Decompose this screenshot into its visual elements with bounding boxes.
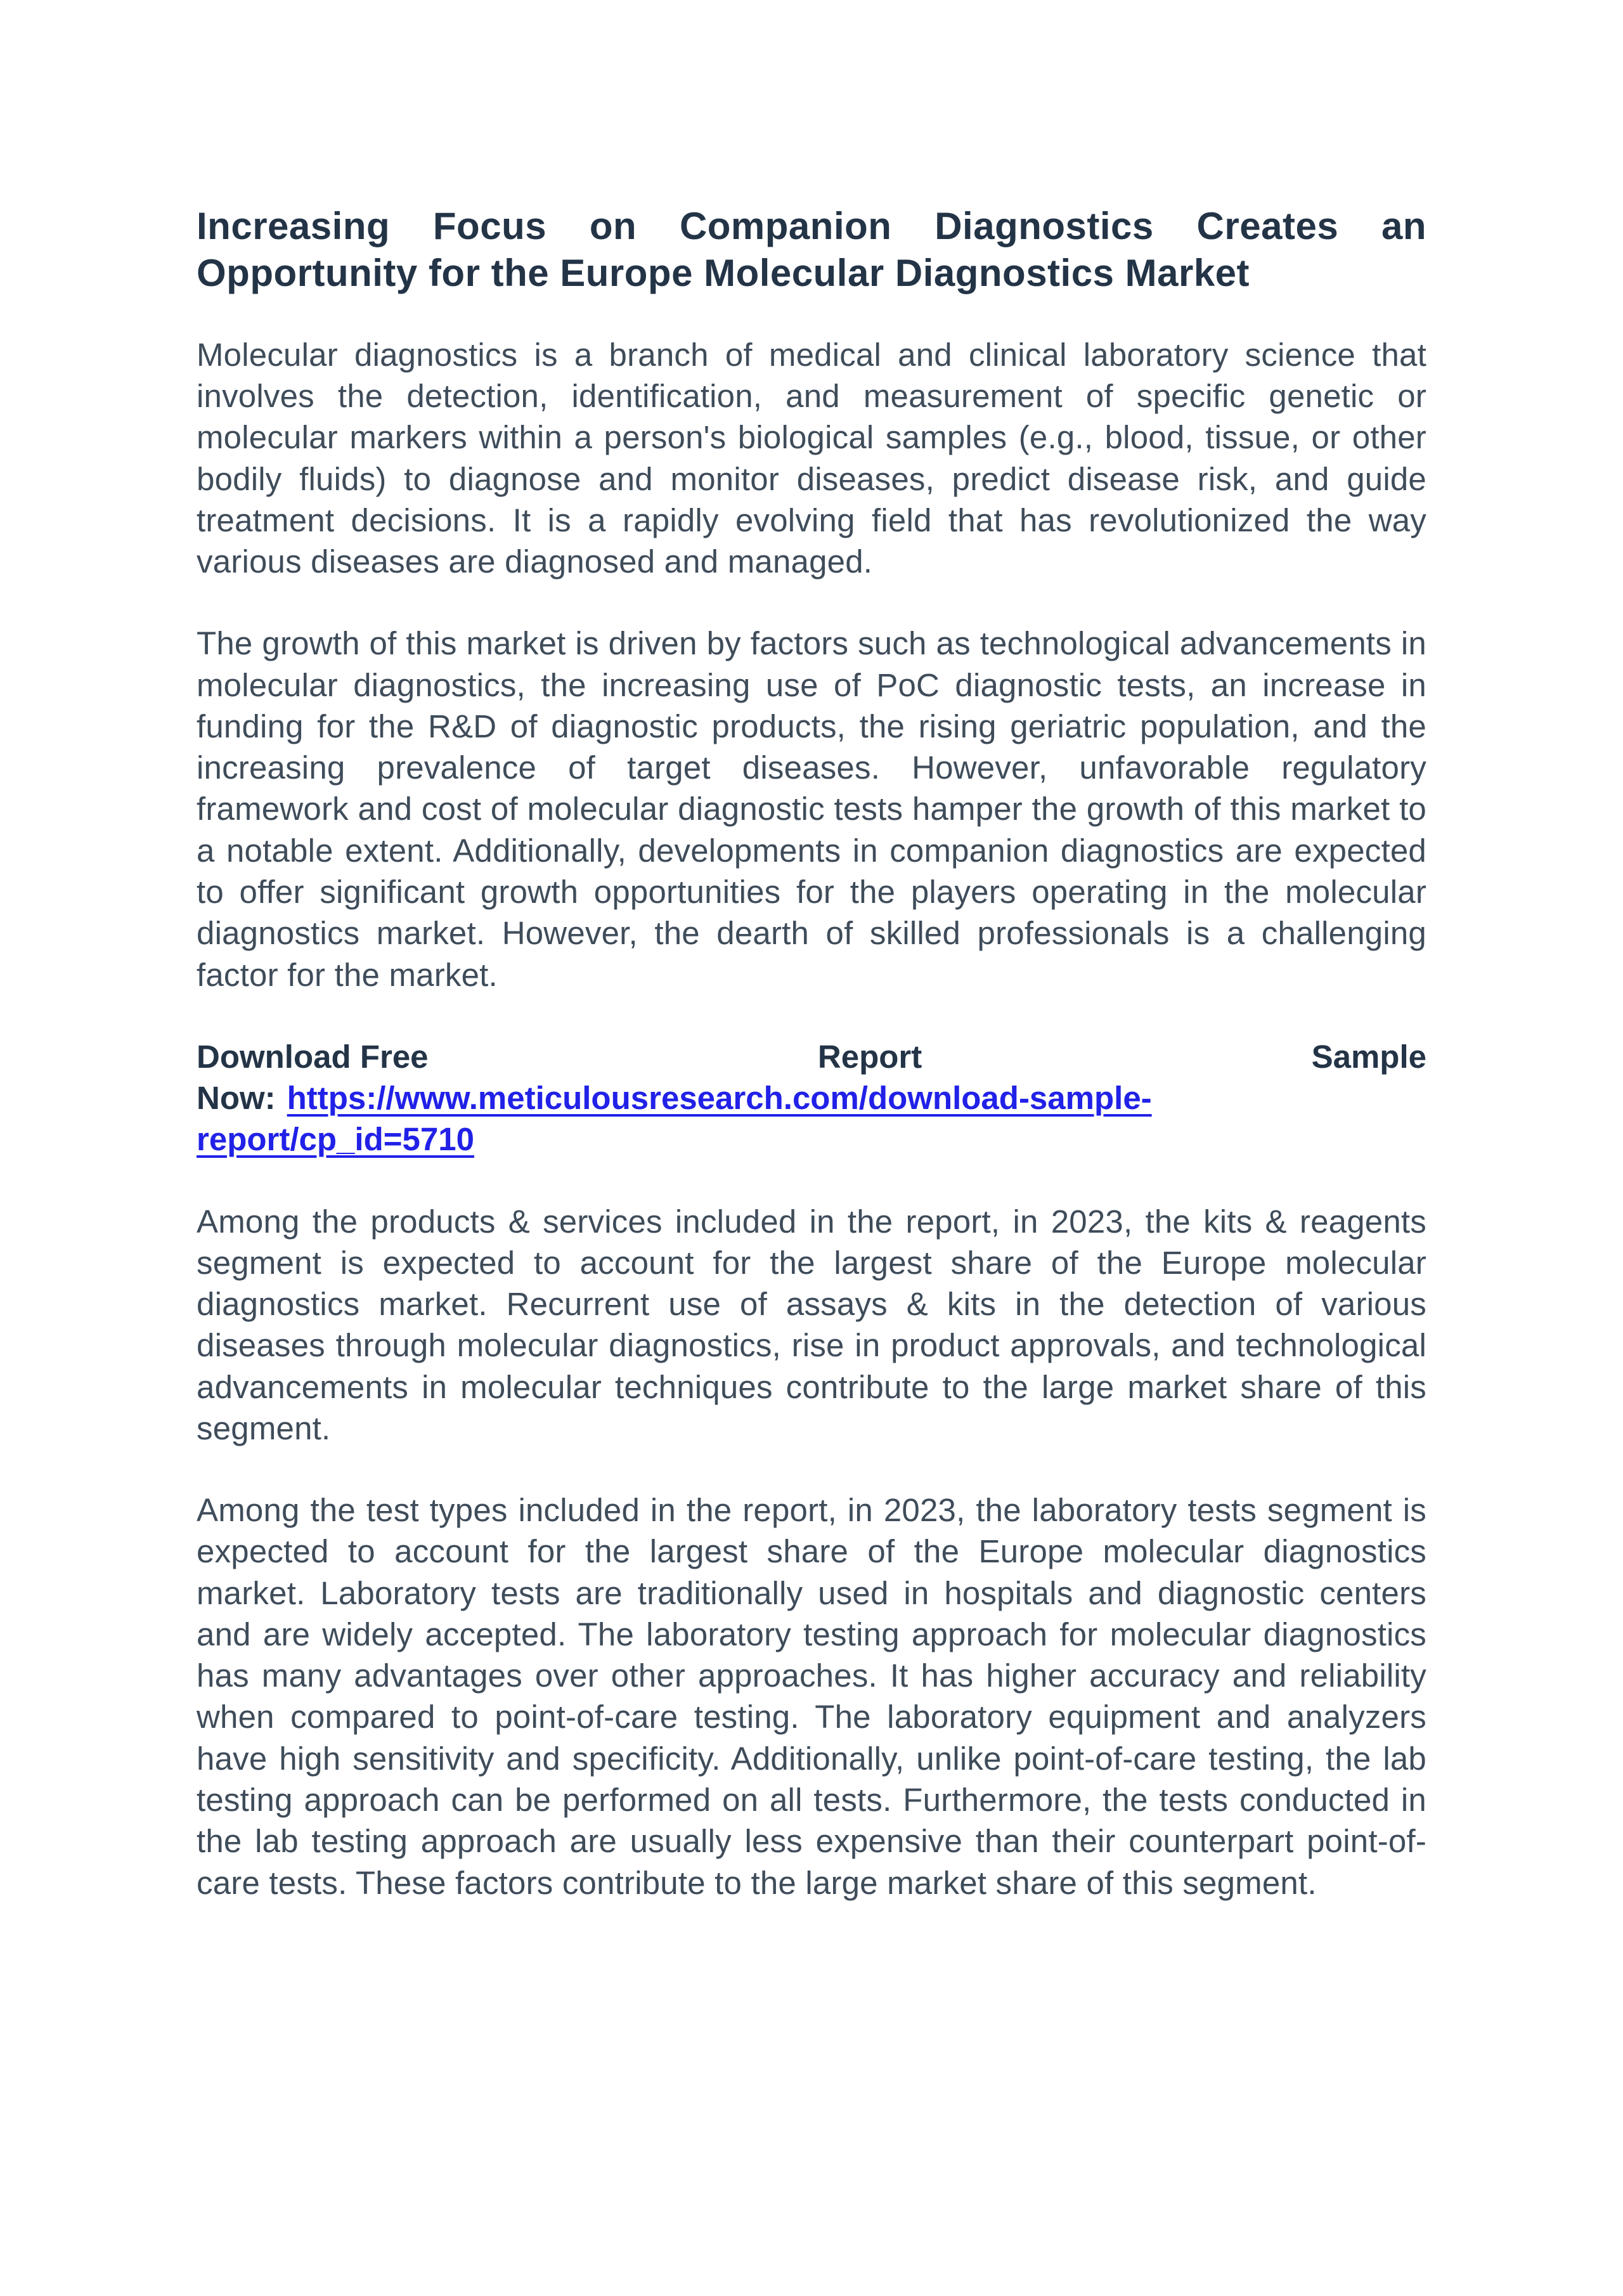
body-paragraph-4: Among the test types included in the report, in 2023, the laboratory tests segment is expected to account for the largest share of the Europe molecular diagnostics market. Laboratory tests are traditionally used in hospitals and diagnostic centers and are widely accepted. The laboratory testing approach for molecular diagnostics has many advantages over other approaches. It has higher accuracy and reliability when compared to point-of-care testing. The laboratory equipment and analyzers have high sensitivity and specificity. Additionally, unlike point-of-care testing, the lab testing approach can be performed on all tests. Furthermore, the tests conducted in the lab testing approach are usually less expensive than their counterpart point-of-care tests. These factors contribute to the large market share of this segment. xyxy=(197,1492,1426,1901)
download-now-label: Now: xyxy=(197,1080,276,1117)
body-paragraph-1: Molecular diagnostics is a branch of medical and clinical laboratory science that involves the detection, identification, and measurement of specific genetic or molecular markers within a person's biological samples (e.g., blood, tissue, or other bodily fluids) to diagnose and monitor diseases, predict disease risk, and guide treatment decisions. It is a rapidly evolving field that has revolutionized the way various diseases are diagnosed and managed. xyxy=(197,336,1426,580)
download-cta-link-line xyxy=(197,1077,1325,1160)
download-cta-heading-word-1: Download Free xyxy=(197,1038,429,1075)
download-cta-heading-word-3: Sample xyxy=(1311,1038,1426,1075)
download-sample-link[interactable]: https://www.meticulousresearch.com/download-sample-report/cp_id=5710 xyxy=(197,1080,1152,1158)
body-paragraph-2: The growth of this market is driven by factors such as technological advancements in molecular diagnostics, the increasing use of PoC diagnostic tests, an increase in funding for the R&D of diagnostic products, the rising geriatric population, and the increasing prevalence of target diseases. However, unfavorable regulatory framework and cost of molecular diagnostic tests hamper the growth of this market to a notable extent. Additionally, developments in companion diagnostics are expected to offer significant growth opportunities for the players operating in the molecular diagnostics market. However, the dearth of skilled professionals is a challenging factor for the market. xyxy=(197,625,1426,993)
download-cta xyxy=(197,1036,1426,1160)
body-paragraph-3: Among the products & services included in the report, in 2023, the kits & reagents segment is expected to account for the largest share of the Europe molecular diagnostics market. Recurrent use of assays & kits in the detection of various diseases through molecular diagnostics, rise in product approvals, and technological advancements in molecular techniques contribute to the large market share of this segment. xyxy=(197,1203,1426,1446)
download-cta-heading xyxy=(197,1036,1426,1077)
download-cta-heading-word-2: Report xyxy=(817,1038,922,1075)
page-title: Increasing Focus on Companion Diagnostics Creates an Opportunity for the Europe Molecular Diagnostics Market xyxy=(197,205,1426,295)
